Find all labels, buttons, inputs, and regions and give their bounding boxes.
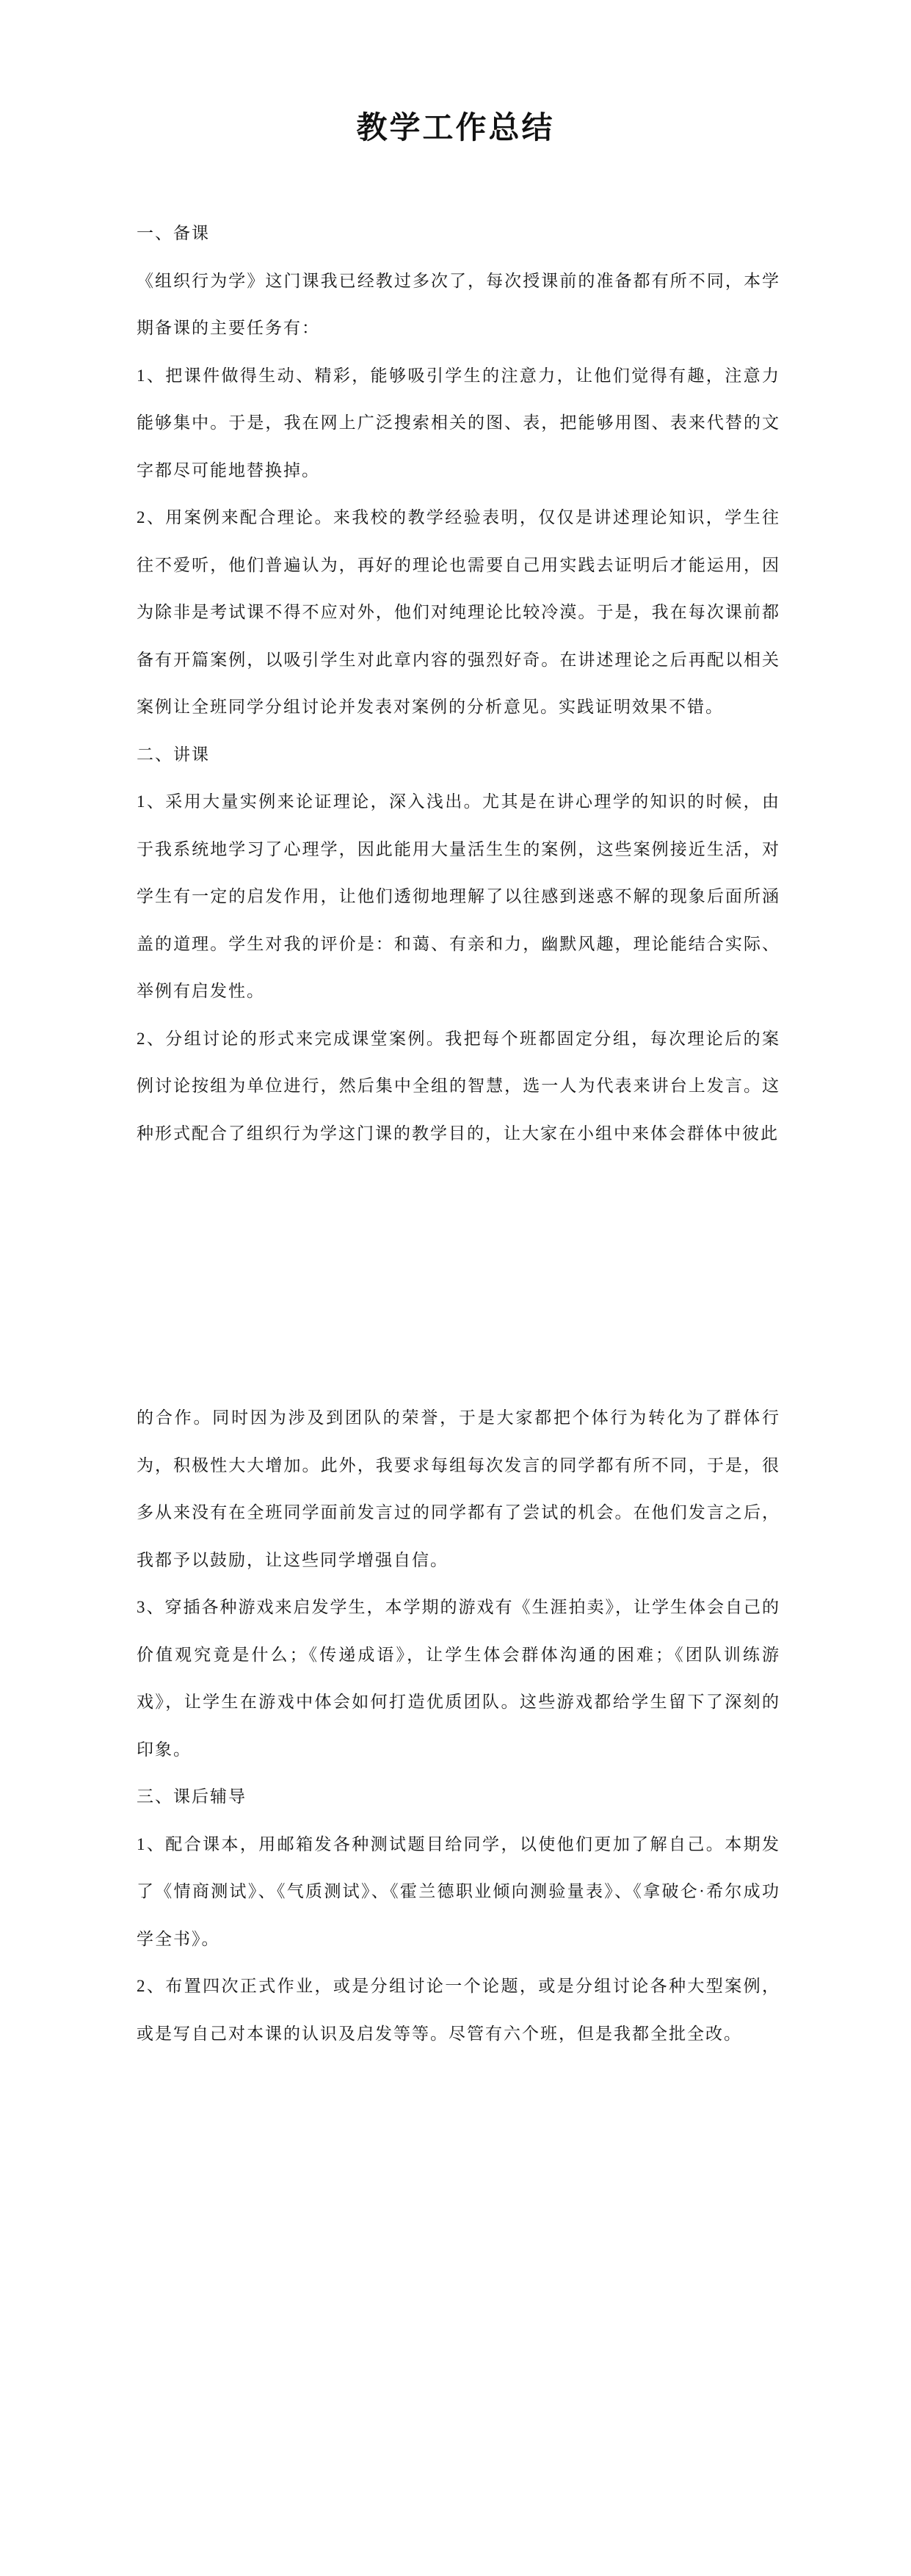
section-heading-lecturing: 二、讲课 [137,745,210,764]
paragraph-lecturing-item2-page2: 的合作。同时因为涉及到团队的荣誉，于是大家都把个体行为转化为了群体行为，积极性大大增加。此外，我要求每组每次发言的同学都有所不同，于是，很多从来没有在全班同学面前发言过的同学都有了尝试的机会。在他们发言之后，我都予以鼓励，让这些同学增强自信。 [137,1408,780,1569]
document-title: 教学工作总结 [356,112,555,145]
document-body [137,210,780,2058]
paragraph-lecturing-item2-page1: 2、分组讨论的形式来完成课堂案例。我把每个班都固定分组，每次理论后的案例讨论按组为单位进行，然后集中全组的智慧，选一人为代表来讲台上发言。这种形式配合了组织行为学这门课的教学目的，让大家在小组中来体会群体中彼此 [137,1029,780,1143]
paragraph-preparation-item1: 1、把课件做得生动、精彩，能够吸引学生的注意力，让他们觉得有趣，注意力能够集中。于是，我在网上广泛搜索相关的图、表，把能够用图、表来代替的文字都尽可能地替换掉。 [137,366,780,480]
paragraph-preparation-item2: 2、用案例来配合理论。来我校的教学经验表明，仅仅是讲述理论知识，学生往往不爱听，他们普遍认为，再好的理论也需要自己用实践去证明后才能运用，因为除非是考试课不得不应对外，他们对纯理论比较冷漠。于是，我在每次课前都备有开篇案例，以吸引学生对此章内容的强烈好奇。在讲述理论之后再配以相关案例让全班同学分组讨论并发表对案例的分析意见。实践证明效果不错。 [137,508,780,716]
paragraph-lecturing-item3: 3、穿插各种游戏来启发学生，本学期的游戏有《生涯拍卖》，让学生体会自己的价值观究竟是什么；《传递成语》，让学生体会群体沟通的困难；《团队训练游戏》，让学生在游戏中体会如何打造优质团队。这些游戏都给学生留下了深刻的印象。 [137,1598,780,1759]
paragraph-tutoring-item2: 2、布置四次正式作业，或是分组讨论一个论题，或是分组讨论各种大型案例，或是写自己对本课的认识及启发等等。尽管有六个班，但是我都全批全改。 [137,1977,780,2043]
section-heading-preparation: 一、备课 [137,224,210,242]
page-break-gap [137,1157,780,1394]
paragraph-tutoring-item1: 1、配合课本，用邮箱发各种测试题目给同学，以使他们更加了解自己。本期发了《情商测试》、《气质测试》、《霍兰德职业倾向测验量表》、《拿破仑·希尔成功学全书》。 [137,1834,780,1948]
section-heading-tutoring: 三、课后辅导 [137,1787,247,1806]
paragraph-preparation-intro: 《组织行为学》这门课我已经教过多次了，每次授课前的准备都有所不同，本学期备课的主要任务有： [137,271,780,337]
paragraph-lecturing-item1: 1、采用大量实例来论证理论，深入浅出。尤其是在讲心理学的知识的时候，由于我系统地学习了心理学，因此能用大量活生生的案例，这些案例接近生活，对学生有一定的启发作用，让他们透彻地理解了以往感到迷惑不解的现象后面所涵盖的道理。学生对我的评价是：和蔼、有亲和力，幽默风趣，理论能结合实际、举例有启发性。 [137,792,780,1000]
